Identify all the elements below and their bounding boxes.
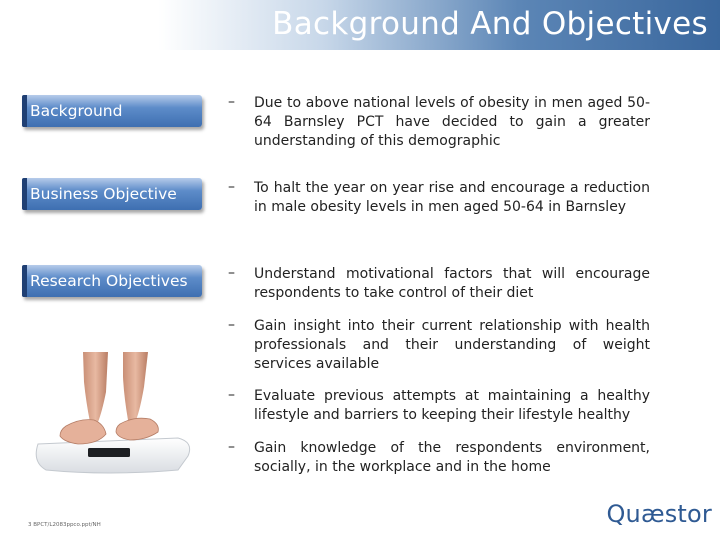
bullet-text: Gain knowledge of the respondents environment, socially, in the workplace and in the home xyxy=(254,440,650,475)
bullet-dash: – xyxy=(228,94,235,110)
title-bar xyxy=(0,0,720,50)
slide-title: Background And Objectives xyxy=(272,6,708,42)
section-label-business-objective: Business Objective xyxy=(30,185,177,203)
bullet-dash: – xyxy=(228,439,235,455)
bathroom-scale-photo xyxy=(28,352,198,477)
bullet-text: Evaluate previous attempts at maintaining a healthy lifestyle and barriers to keeping their lifestyle healthy xyxy=(254,388,650,423)
section-label-background: Background xyxy=(30,102,123,120)
bullet-text: To halt the year on year rise and encourage a reduction in male obesity levels in men aged 50-64 in Barnsley xyxy=(254,180,650,215)
section-tab-research-objectives xyxy=(22,265,202,297)
bullet-text: Due to above national levels of obesity in men aged 50-64 Barnsley PCT have decided to gain a greater understanding of this demographic xyxy=(254,95,650,149)
footer-code: 3 BPCT/L2083ppco.ppt/NH xyxy=(28,522,101,528)
section-label-research-objectives: Research Objectives xyxy=(30,272,188,290)
bullet-text: Understand motivational factors that will encourage respondents to take control of their diet xyxy=(254,266,650,301)
section-tab-background xyxy=(22,95,202,127)
bullet-text: Gain insight into their current relationship with health professionals and their understanding of weight services available xyxy=(254,318,650,372)
bullet-dash: – xyxy=(228,387,235,403)
bullet-dash: – xyxy=(228,179,235,195)
bullet-dash: – xyxy=(228,265,235,281)
bullet-dash: – xyxy=(228,317,235,333)
section-tab-business-objective xyxy=(22,178,202,210)
quaestor-logo: Quæstor xyxy=(606,500,712,528)
